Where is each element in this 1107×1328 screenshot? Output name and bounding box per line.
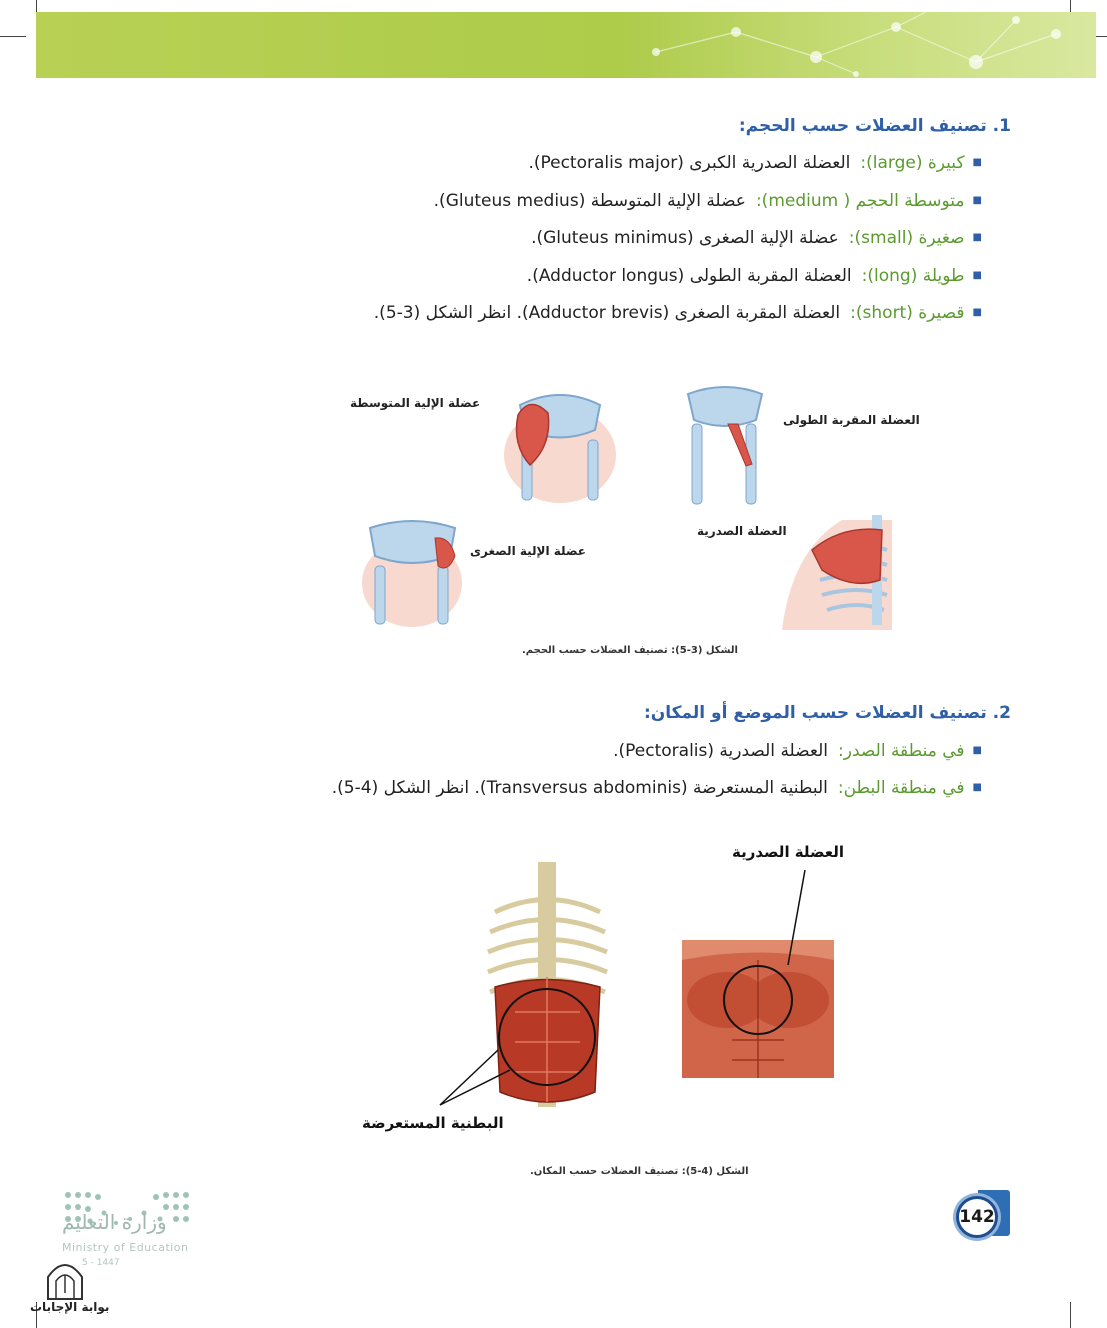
pectoralis-chest-illustration xyxy=(772,510,902,640)
list-item-chest: ■في منطقة الصدر:العضلة الصدرية (Pectoralis). xyxy=(613,741,982,761)
list-item-large: ■كبيرة (large):العضلة الصدرية الكبرى (Pectoralis major). xyxy=(528,153,982,173)
bullet-square-icon: ■ xyxy=(972,157,982,168)
section-heading-size: 1. تصنيف العضلات حسب الحجم: xyxy=(738,116,1011,136)
gluteus-minimus-illustration xyxy=(360,518,465,628)
gluteus-medius-illustration xyxy=(500,385,620,505)
ministry-name-arabic: وزارة التعليم xyxy=(62,1210,167,1234)
watermark-text: بوابة الإجابات xyxy=(30,1300,110,1314)
figure-caption-size: الشكل (3-5): تصنيف العضلات حسب الحجم. xyxy=(522,645,738,656)
list-item-small: ■صغيرة (small):عضلة الإلية الصغرى (Gluteus minimus). xyxy=(531,228,982,248)
page-number-badge xyxy=(948,1190,1008,1236)
bullet-square-icon: ■ xyxy=(972,745,982,756)
ministry-year: 5 - 1447 xyxy=(82,1258,120,1268)
label-transversus-abdominis: البطنية المستعرضة xyxy=(362,1114,504,1132)
bullet-square-icon: ■ xyxy=(972,232,982,243)
bullet-square-icon: ■ xyxy=(972,782,982,793)
list-item-abdomen: ■في منطقة البطن:البطنية المستعرضة (Transversus abdominis). انظر الشكل (4-5). xyxy=(331,778,982,798)
bullet-square-icon: ■ xyxy=(972,195,982,206)
figure-caption-location: الشكل (4-5): تصنيف العضلات حسب المكان. xyxy=(530,1166,749,1177)
list-item-short: ■قصيرة (short):العضلة المقربة الصغرى (Adductor brevis). انظر الشكل (3-5). xyxy=(373,303,982,323)
header-bar xyxy=(36,12,1096,78)
page-number: 142 xyxy=(956,1196,998,1238)
watermark-dome-icon xyxy=(44,1255,86,1301)
label-pectoralis-large: العضلة الصدرية xyxy=(732,843,845,861)
list-item-long: ■طويلة (long):العضلة المقربة الطولى (Adductor longus). xyxy=(526,266,982,286)
section-heading-location: 2. تصنيف العضلات حسب الموضع أو المكان: xyxy=(643,703,1011,723)
label-adductor-longus: العضلة المقربة الطولى xyxy=(783,413,920,427)
label-pectoralis-small: العضلة الصدرية xyxy=(697,524,787,538)
ministry-name-english: Ministry of Education xyxy=(62,1241,189,1254)
label-gluteus-minimus: عضلة الإلية الصغرى xyxy=(470,544,586,558)
pointer-lines xyxy=(400,860,820,1120)
bullet-square-icon: ■ xyxy=(972,270,982,281)
crop-mark xyxy=(0,36,26,37)
adductor-longus-illustration xyxy=(680,382,770,507)
bullet-square-icon: ■ xyxy=(972,307,982,318)
label-gluteus-medius: عضلة الإلية المتوسطة xyxy=(350,396,481,410)
molecule-pattern-decoration xyxy=(596,12,1096,78)
crop-mark xyxy=(1070,1302,1071,1328)
list-item-medium: ■متوسطة الحجم ( medium):عضلة الإلية المتوسطة (Gluteus medius). xyxy=(433,191,982,211)
